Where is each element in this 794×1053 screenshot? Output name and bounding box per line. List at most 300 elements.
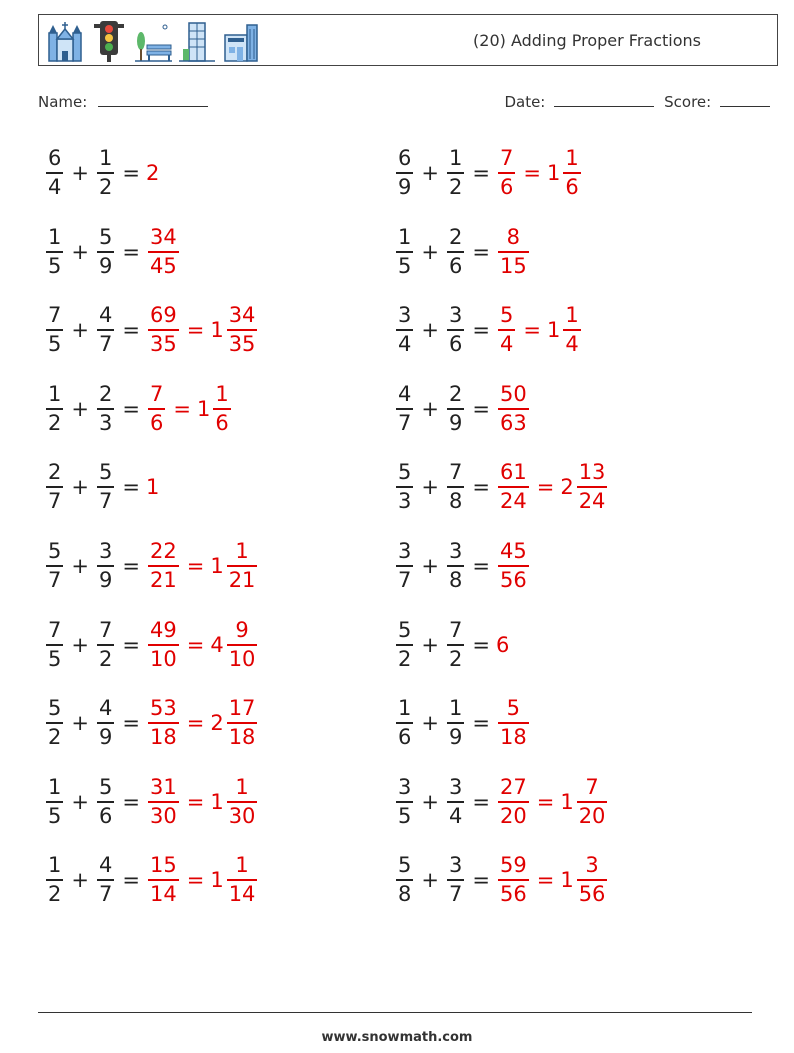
denominator: 18 (228, 725, 256, 750)
fraction-bar (498, 801, 529, 803)
fraction-bar (447, 408, 464, 410)
equals-sign: = (122, 789, 140, 814)
denominator: 14 (228, 882, 256, 907)
plus-sign: + (421, 711, 439, 736)
denominator: 3 (98, 410, 113, 435)
equals-sign: = (122, 318, 140, 343)
numerator: 1 (565, 303, 579, 328)
addend-b (97, 382, 114, 436)
fraction-bar (148, 879, 179, 881)
fraction-bar (447, 251, 464, 253)
numerator: 15 (149, 853, 177, 878)
answer (146, 225, 181, 279)
plus-sign: + (421, 318, 439, 343)
fraction-bar (148, 251, 179, 253)
answer (496, 775, 609, 829)
plus-sign: + (71, 239, 89, 264)
mixed-whole: 1 (196, 396, 211, 421)
numerator: 1 (48, 853, 62, 878)
fraction-bar (213, 408, 230, 410)
fraction-bar (46, 722, 63, 724)
mixed-fraction (213, 382, 230, 436)
problem-row (394, 614, 509, 676)
numerator: 5 (98, 460, 113, 485)
addend-a (396, 539, 413, 593)
denominator: 9 (98, 568, 113, 592)
answer-equals-sign: = (186, 632, 205, 657)
denominator: 2 (98, 175, 113, 199)
numerator: 5 (48, 539, 62, 563)
denominator: 4 (448, 803, 463, 828)
denominator: 21 (228, 568, 256, 592)
numerator: 1 (448, 696, 463, 721)
numerator: 53 (149, 696, 177, 721)
fraction-bar (46, 644, 63, 646)
answer (496, 225, 531, 279)
denominator: 7 (98, 882, 113, 907)
answer-fraction (148, 539, 179, 593)
mixed-fraction (227, 853, 258, 907)
fraction-bar (97, 722, 114, 724)
mixed-whole: 1 (210, 318, 224, 343)
plus-sign: + (421, 554, 439, 578)
plus-sign: + (421, 868, 439, 893)
answer (146, 539, 259, 593)
numerator: 2 (48, 460, 62, 485)
addend-a (396, 460, 413, 514)
numerator: 13 (578, 460, 606, 485)
mixed-whole: 1 (546, 161, 561, 185)
mixed-whole: 1 (560, 868, 574, 893)
fraction-bar (498, 486, 529, 488)
addend-b (447, 460, 464, 514)
date-score-fields (504, 92, 770, 111)
fraction-bar (97, 565, 114, 567)
numerator: 6 (48, 146, 62, 170)
numerator: 6 (398, 146, 412, 170)
answer (496, 696, 531, 750)
denominator: 4 (499, 332, 514, 357)
answer-equals-sign: = (173, 396, 191, 421)
fraction-bar (148, 408, 165, 410)
denominator: 5 (398, 253, 412, 278)
denominator: 7 (448, 882, 463, 907)
numerator: 4 (98, 696, 113, 721)
addend-a (396, 775, 413, 829)
fraction-bar (46, 801, 63, 803)
answer (496, 382, 531, 436)
problem-row (44, 456, 159, 518)
addend-b (97, 618, 114, 672)
addend-b (97, 775, 114, 829)
mixed-fraction (227, 303, 258, 357)
fraction-bar (577, 801, 608, 803)
fraction-bar (447, 644, 464, 646)
numerator: 5 (506, 696, 521, 721)
plus-sign: + (421, 161, 439, 185)
date-blank[interactable] (554, 92, 654, 107)
equals-sign: = (472, 554, 490, 578)
denominator: 9 (398, 175, 412, 199)
plus-sign: + (421, 396, 439, 421)
equals-sign: = (472, 789, 490, 814)
answer (146, 382, 233, 436)
equals-sign: = (472, 396, 490, 421)
denominator: 24 (499, 489, 527, 514)
mixed-fraction (227, 696, 258, 750)
addend-b (447, 146, 464, 200)
denominator: 20 (578, 803, 606, 828)
fraction-bar (396, 879, 413, 881)
answer (146, 775, 259, 829)
denominator: 6 (398, 725, 412, 750)
fraction-bar (97, 879, 114, 881)
problem-row (394, 456, 609, 518)
church-icon (45, 19, 85, 63)
denominator: 7 (48, 568, 62, 592)
answer (496, 539, 531, 593)
plus-sign: + (71, 711, 89, 736)
answer (146, 303, 259, 357)
mixed-fraction (563, 146, 580, 200)
fraction-bar (563, 172, 580, 174)
denominator: 10 (149, 646, 177, 671)
plus-sign: + (421, 789, 439, 814)
denominator: 18 (499, 725, 527, 750)
equals-sign: = (122, 396, 140, 421)
equals-sign: = (122, 161, 140, 185)
answer-whole: 2 (145, 161, 160, 185)
numerator: 2 (448, 381, 463, 406)
addend-b (97, 853, 114, 907)
fraction-bar (97, 644, 114, 646)
answer-fraction (148, 696, 179, 750)
numerator: 5 (98, 774, 113, 799)
numerator: 1 (215, 381, 229, 406)
plus-sign: + (71, 554, 89, 578)
equals-sign: = (472, 632, 490, 657)
problem-row (394, 142, 583, 204)
fraction-bar (396, 329, 413, 331)
addend-b (447, 303, 464, 357)
denominator: 6 (565, 175, 579, 199)
equals-sign: = (122, 475, 140, 500)
numerator: 3 (585, 853, 599, 878)
answer-fraction (498, 853, 529, 907)
addend-b (97, 539, 114, 593)
addend-b (97, 303, 114, 357)
addend-b (447, 539, 464, 593)
mixed-whole: 1 (560, 789, 574, 814)
mixed-fraction (227, 618, 258, 672)
problem-row (394, 771, 609, 833)
denominator: 4 (565, 332, 579, 357)
numerator: 50 (499, 381, 527, 406)
denominator: 18 (149, 725, 177, 750)
fraction-bar (148, 565, 179, 567)
mixed-fraction (563, 303, 580, 357)
numerator: 4 (398, 381, 412, 406)
equals-sign: = (472, 239, 490, 264)
mixed-whole: 1 (210, 868, 224, 893)
denominator: 35 (228, 332, 256, 357)
answer-equals-sign: = (186, 789, 205, 814)
denominator: 45 (149, 253, 177, 278)
problem-row (44, 692, 259, 754)
mixed-whole: 2 (560, 475, 574, 500)
numerator: 1 (48, 381, 62, 406)
denominator: 5 (48, 803, 62, 828)
denominator: 3 (398, 489, 412, 514)
addend-a (46, 146, 63, 200)
mixed-whole: 4 (210, 632, 224, 657)
footer-divider (38, 1012, 752, 1013)
fraction-bar (447, 722, 464, 724)
fraction-bar (396, 172, 413, 174)
fraction-bar (148, 329, 179, 331)
plus-sign: + (421, 239, 439, 264)
fraction-bar (227, 879, 258, 881)
plus-sign: + (71, 475, 89, 500)
plus-sign: + (71, 632, 89, 657)
equals-sign: = (472, 318, 490, 343)
denominator: 4 (48, 175, 62, 199)
numerator: 7 (448, 617, 463, 642)
answer-whole: 1 (145, 475, 160, 500)
answer-fraction (148, 303, 179, 357)
fraction-bar (447, 486, 464, 488)
answer-equals-sign: = (186, 554, 205, 578)
problem-row (44, 221, 181, 283)
problem-row (44, 299, 259, 361)
fraction-bar (577, 486, 608, 488)
fraction-bar (396, 722, 413, 724)
fraction-bar (447, 879, 464, 881)
denominator: 2 (98, 646, 113, 671)
numerator: 3 (448, 539, 463, 563)
fraction-bar (396, 251, 413, 253)
answer-equals-sign: = (536, 789, 555, 814)
addend-b (447, 225, 464, 279)
addend-a (46, 303, 63, 357)
addend-a (46, 539, 63, 593)
numerator: 3 (398, 303, 412, 328)
denominator: 5 (48, 646, 62, 671)
fraction-bar (46, 565, 63, 567)
answer-fraction (498, 146, 515, 200)
problem-row (44, 614, 259, 676)
numerator: 5 (499, 303, 514, 328)
plus-sign: + (71, 868, 89, 893)
answer-fraction (498, 303, 515, 357)
denominator: 15 (499, 253, 527, 278)
numerator: 5 (398, 617, 412, 642)
problem-row (394, 849, 609, 911)
fraction-bar (46, 172, 63, 174)
equals-sign: = (122, 711, 140, 736)
footer-site: www.snowmath.com (321, 1030, 473, 1045)
numerator: 17 (228, 696, 256, 721)
answer (146, 853, 259, 907)
fraction-bar (498, 722, 529, 724)
plus-sign: + (71, 396, 89, 421)
denominator: 6 (149, 410, 164, 435)
fraction-bar (396, 486, 413, 488)
fraction-bar (563, 329, 580, 331)
park-bench-icon (133, 19, 173, 63)
numerator: 4 (98, 303, 113, 328)
denominator: 7 (398, 410, 412, 435)
answer-equals-sign: = (523, 318, 541, 343)
numerator: 7 (48, 617, 62, 642)
fraction-bar (227, 722, 258, 724)
fraction-bar (498, 329, 515, 331)
denominator: 63 (499, 410, 527, 435)
fraction-bar (148, 801, 179, 803)
name-blank[interactable] (98, 92, 208, 107)
denominator: 5 (48, 253, 62, 278)
numerator: 34 (228, 303, 256, 328)
mixed-whole: 1 (546, 318, 561, 343)
fraction-bar (447, 172, 464, 174)
numerator: 31 (149, 774, 177, 799)
addend-a (46, 853, 63, 907)
plus-sign: + (421, 475, 439, 500)
denominator: 2 (448, 175, 463, 199)
mixed-fraction (577, 853, 608, 907)
fraction-bar (396, 565, 413, 567)
problem-row (44, 771, 259, 833)
problem-row (394, 299, 583, 361)
answer (496, 633, 509, 657)
problem-row (44, 535, 259, 597)
numerator: 7 (585, 774, 599, 799)
problem-row (394, 692, 531, 754)
fraction-bar (97, 801, 114, 803)
addend-a (396, 696, 413, 750)
denominator: 9 (448, 410, 463, 435)
denominator: 2 (48, 410, 62, 435)
fraction-bar (498, 565, 529, 567)
plus-sign: + (71, 318, 89, 343)
mixed-fraction (227, 539, 258, 593)
denominator: 4 (398, 332, 412, 357)
fraction-bar (447, 565, 464, 567)
score-blank[interactable] (720, 92, 770, 107)
fraction-bar (46, 251, 63, 253)
fraction-bar (227, 565, 258, 567)
answer-fraction (498, 775, 529, 829)
numerator: 7 (98, 617, 113, 642)
addend-a (396, 382, 413, 436)
score-label: Score: (664, 93, 712, 111)
fraction-bar (148, 722, 179, 724)
denominator: 8 (448, 489, 463, 514)
answer-equals-sign: = (536, 475, 555, 500)
denominator: 21 (149, 568, 177, 592)
denominator: 24 (578, 489, 606, 514)
numerator: 3 (448, 774, 463, 799)
answer-equals-sign: = (523, 161, 541, 185)
problem-row (44, 142, 159, 204)
fraction-bar (97, 251, 114, 253)
numerator: 5 (48, 696, 62, 721)
answer (146, 161, 159, 185)
name-field (38, 92, 208, 111)
numerator: 7 (149, 381, 164, 406)
answer-equals-sign: = (186, 711, 205, 736)
equals-sign: = (122, 239, 140, 264)
fraction-bar (396, 408, 413, 410)
denominator: 8 (398, 882, 412, 907)
denominator: 56 (578, 882, 606, 907)
problem-row (394, 378, 531, 440)
answer (146, 696, 259, 750)
problem-row (394, 221, 531, 283)
addend-a (396, 225, 413, 279)
numerator: 5 (398, 460, 412, 485)
addend-b (447, 618, 464, 672)
fraction-bar (498, 408, 529, 410)
denominator: 7 (98, 332, 113, 357)
denominator: 10 (228, 646, 256, 671)
office-tower-icon (177, 19, 217, 63)
problem-row (394, 535, 531, 597)
addend-b (447, 775, 464, 829)
equals-sign: = (472, 161, 490, 185)
plus-sign: + (71, 789, 89, 814)
numerator: 5 (98, 224, 113, 249)
answer (146, 618, 259, 672)
answer-fraction (148, 225, 179, 279)
equals-sign: = (472, 475, 490, 500)
score-field (664, 92, 770, 111)
header-icon-strip (45, 19, 261, 63)
numerator: 1 (398, 224, 412, 249)
problem-row (44, 378, 233, 440)
plus-sign: + (71, 161, 89, 185)
denominator: 6 (215, 410, 229, 435)
fraction-bar (396, 644, 413, 646)
denominator: 56 (499, 568, 527, 592)
addend-a (396, 146, 413, 200)
equals-sign: = (122, 554, 140, 578)
numerator: 1 (565, 146, 579, 170)
addend-b (447, 696, 464, 750)
denominator: 7 (98, 489, 113, 514)
numerator: 3 (448, 303, 463, 328)
equals-sign: = (122, 868, 140, 893)
fraction-bar (396, 801, 413, 803)
answer (496, 303, 583, 357)
denominator: 9 (98, 253, 113, 278)
fraction-bar (97, 172, 114, 174)
numerator: 1 (448, 146, 463, 170)
fraction-bar (227, 644, 258, 646)
addend-b (447, 382, 464, 436)
numerator: 2 (98, 381, 113, 406)
fraction-bar (46, 329, 63, 331)
numerator: 3 (448, 853, 463, 878)
denominator: 7 (398, 568, 412, 592)
plus-sign: + (421, 632, 439, 657)
answer-equals-sign: = (186, 318, 205, 343)
answer-fraction (148, 775, 179, 829)
numerator: 22 (149, 539, 177, 563)
denominator: 5 (48, 332, 62, 357)
answer (496, 460, 609, 514)
addend-b (97, 696, 114, 750)
